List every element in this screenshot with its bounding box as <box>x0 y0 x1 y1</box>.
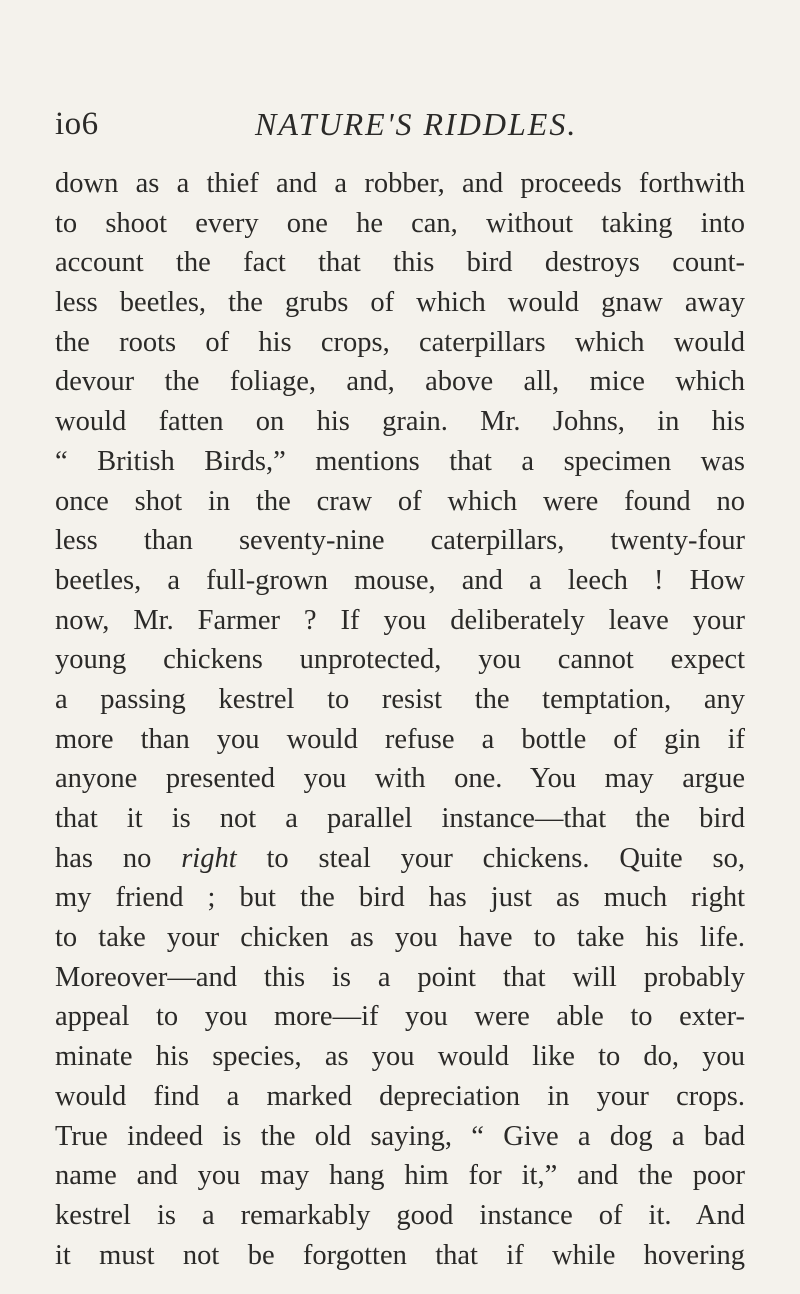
running-title: NATURE'S RIDDLES. <box>255 106 578 142</box>
text-line: devour the foliage, and, above all, mice which <box>55 366 745 398</box>
text-line: more than you would refuse a bottle of gin if <box>55 723 745 755</box>
text-line: young chickens unprotected, you cannot expect <box>55 644 745 676</box>
text-line: minate his species, as you would like to do, you <box>55 1041 745 1073</box>
text-line: to take your chicken as you have to take his life. <box>55 922 745 954</box>
text-line: “ British Birds,” mentions that a specimen was <box>55 445 745 477</box>
text-line-with-italic <box>55 839 745 879</box>
text-line: would fatten on his grain. Mr. Johns, in his <box>55 406 745 438</box>
page-number: io6 <box>55 106 99 142</box>
text-line: once shot in the craw of which were found no <box>55 485 745 517</box>
text-line: it must not be forgotten that if while hovering <box>55 1239 745 1271</box>
text-line: down as a thief and a robber, and proceeds forthwith <box>55 168 745 199</box>
text-line: a passing kestrel to resist the temptation, any <box>55 683 745 715</box>
text-line: to shoot every one he can, without taking into <box>55 207 745 239</box>
text-line: True indeed is the old saying, “ Give a dog a bad <box>55 1120 745 1152</box>
text-line: the roots of his crops, caterpillars which would <box>55 326 745 358</box>
text-line: now, Mr. Farmer ? If you deliberately leave your <box>55 604 745 636</box>
text-line: appeal to you more—if you were able to exter- <box>55 1001 745 1033</box>
text-line: Moreover—and this is a point that will probably <box>55 961 745 993</box>
text-line: that it is not a parallel instance—that the bird <box>55 803 745 834</box>
text-line: would find a marked depreciation in your crops. <box>55 1080 745 1112</box>
text-line: my friend ; but the bird has just as much right <box>55 882 745 914</box>
text-segment: has no <box>55 842 182 874</box>
text-segment: to steal your chickens. Quite so, <box>236 842 745 874</box>
body-text <box>55 164 745 1275</box>
text-line: less than seventy-nine caterpillars, twenty-four <box>55 525 745 557</box>
italic-word: right <box>181 842 237 874</box>
text-line: anyone presented you with one. You may argue <box>55 763 745 795</box>
text-line: beetles, a full-grown mouse, and a leech ! How <box>55 564 745 596</box>
text-line: kestrel is a remarkably good instance of it. And <box>55 1199 745 1231</box>
text-line: name and you may hang him for it,” and the poor <box>55 1160 745 1192</box>
page-header <box>55 104 745 144</box>
text-line: account the fact that this bird destroys count- <box>55 247 745 279</box>
text-line: less beetles, the grubs of which would gnaw away <box>55 287 745 319</box>
